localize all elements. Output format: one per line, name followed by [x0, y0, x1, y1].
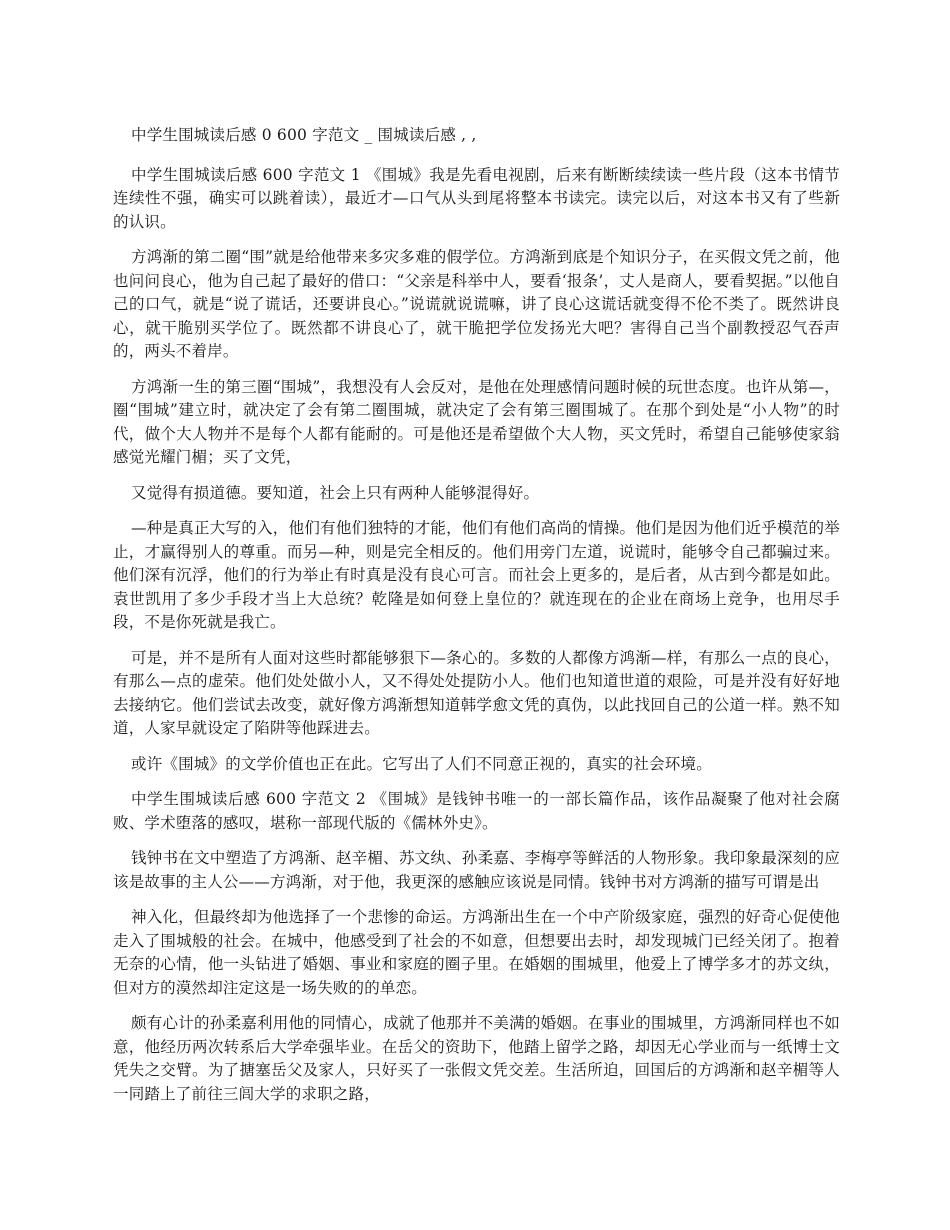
paragraph-3: 方鸿渐一生的第三圈“围城”，我想没有人会反对，是他在处理感情问题时候的玩世态度。也许从第—，圈“围城”建立时，就决定了会有第二圈围城，就决定了会有第三圈围城了。在那个到处是“小人物”的时代，做个大人物并不是每个人都有能耐的。可是他还是希望做个大人物，买文凭时，希望自己能够使家翁感觉光耀门楣；买了文凭， — [113, 377, 840, 466]
paragraph-8: 中学生围城读后感 600 字范文 2 《围城》是钱钟书唯一的一部长篇作品，该作品凝聚了他对社会腐败、学术堕落的感叹，堪称一部现代版的《儒林外史》。 — [113, 790, 840, 832]
document-page — [113, 124, 840, 1118]
paragraph-11: 颇有心计的孙柔嘉利用他的同情心，成就了他那并不美满的婚姻。在事业的围城里，方鸿渐同样也不如意，他经历两次转系后大学牵强毕业。在岳父的资助下，他踏上留学之路，却因无心学业而与一纸博士文凭失之交臂。为了搪塞岳父及家人，只好买了一张假文凭交差。生活所迫，回国后的方鸿渐和赵辛楣等人一同踏上了前往三闾大学的求职之路， — [113, 1014, 840, 1103]
document-title: 中学生围城读后感 0 600 字范文 _ 围城读后感 , , — [131, 126, 477, 144]
paragraph-4: 又觉得有损道德。要知道，社会上只有两种人能够混得好。 — [131, 483, 540, 502]
paragraph-1: 中学生围城读后感 600 字范文 1 《围城》我是先看电视剧，后来有断断续续读一些片段（这本书情节连续性不强，确实可以跳着读），最近才—口气从头到尾将整本书读完。读完以后，对这本书又有了些新的认识。 — [113, 165, 840, 231]
paragraph-6: 可是，并不是所有人面对这些时都能够狠下—条心的。多数的人都像方鸿渐—样，有那么一点的良心，有那么—点的虚荣。他们处处做小人，又不得处处提防小人。他们也知道世道的艰险，可是并没有好好地去接纳它。他们尝试去改变，就好像方鸿渐想知道韩学愈文凭的真伪，以此找回自己的公道一样。熟不知道，人家早就设定了陷阱等他踩进去。 — [113, 648, 840, 737]
paragraph-10: 神入化，但最终却为他选择了一个悲惨的命运。方鸿渐出生在一个中产阶级家庭，强烈的好奇心促使他走入了围城般的社会。在城中，他感受到了社会的不如意，但想要出去时，却发现城门已经关闭了。抱着无奈的心情，他一头钻进了婚姻、事业和家庭的圈子里。在婚姻的围城里，他爱上了博学多才的苏文纨，但对方的漠然却注定这是一场失败的的单恋。 — [113, 908, 840, 997]
paragraph-9: 钱钟书在文中塑造了方鸿渐、赵辛楣、苏文纨、孙柔嘉、李梅亭等鲜活的人物形象。我印象最深刻的应该是故事的主人公——方鸿渐，对于他，我更深的感触应该说是同情。钱钟书对方鸿渐的描写可谓是出 — [113, 849, 840, 891]
paragraph-5: —种是真正大写的入，他们有他们独特的才能，他们有他们高尚的情操。他们是因为他们近乎模范的举止，才赢得别人的尊重。而另—种，则是完全相反的。他们用旁门左道，说谎时，能够令自己都骗过来。他们深有沉浮，他们的行为举止有时真是没有良心可言。而社会上更多的，是后者，从古到今都是如此。袁世凯用了多少手段才当上大总统？乾隆是如何登上皇位的？就连现在的企业在商场上竞争，也用尽手段，不是你死就是我亡。 — [113, 519, 840, 631]
paragraph-2: 方鸿渐的第二圈“围”就是给他带来多灾多难的假学位。方鸿渐到底是个知识分子，在买假文凭之前，他也问问良心，他为自己起了最好的借口：“父亲是科举中人，要看‘报条’，丈人是商人，要看契据。”以他自己的口气，就是“说了谎话，还要讲良心。”说谎就说谎嘛，讲了良心这谎话就变得不伦不类了。既然讲良心，就干脆别买学位了。既然都不讲良心了，就干脆把学位发扬光大吧？害得自己当个副教授忍气吞声的，两头不着岸。 — [113, 248, 840, 360]
paragraph-7: 或许《围城》的文学价值也正在此。它写出了人们不同意正视的，真实的社会环境。 — [131, 754, 712, 773]
